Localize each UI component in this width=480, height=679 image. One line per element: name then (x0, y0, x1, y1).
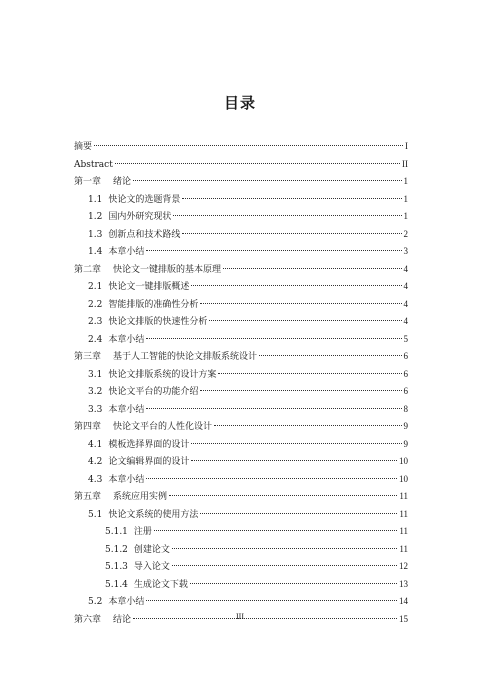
toc-entry-page: 4 (403, 316, 408, 326)
toc-entry-label (88, 314, 207, 332)
toc-entry-text: 快论文一键排版概述 (108, 282, 190, 292)
toc-entry-label (88, 472, 144, 490)
toc-entry-label (88, 227, 180, 245)
toc-entry-label (105, 542, 170, 560)
toc-entry-label (88, 297, 198, 315)
toc-entry-page: 11 (399, 543, 408, 554)
toc-entry-label (74, 489, 167, 507)
toc-entry-page: 2 (403, 228, 408, 239)
table-of-contents (74, 138, 408, 628)
toc-entry-label (88, 402, 144, 420)
toc-entry[interactable] (74, 313, 408, 331)
toc-entry-label (105, 577, 188, 595)
toc-entry-page: 4 (403, 281, 408, 291)
toc-entry-number: 4.1 (88, 439, 103, 450)
toc-entry-page: 11 (399, 526, 408, 536)
toc-entry-number: 1.1 (88, 194, 103, 205)
toc-entry-label (88, 332, 144, 350)
dot-leader (182, 233, 401, 234)
toc-entry[interactable] (74, 243, 408, 261)
toc-entry-page: 1 (403, 193, 408, 204)
dot-leader (146, 478, 397, 479)
toc-entry-label (88, 594, 144, 612)
toc-entry-text: 快论文排版的快速性分析 (108, 317, 208, 327)
toc-entry-number: 3.2 (88, 387, 103, 397)
toc-entry-text: 系统应用实例 (113, 492, 168, 502)
toc-entry-text: 摘要 (74, 142, 93, 152)
toc-entry[interactable] (74, 138, 408, 156)
toc-entry-number: 4.3 (88, 474, 103, 485)
toc-entry-number: 5.1.3 (105, 562, 128, 572)
toc-entry[interactable] (74, 471, 408, 489)
toc-entry-page: 5 (403, 333, 408, 344)
toc-entry-number: 第二章 (74, 264, 102, 275)
dot-leader (154, 530, 397, 531)
toc-entry-number: 第一章 (74, 177, 102, 187)
toc-entry[interactable] (74, 453, 408, 471)
toc-entry-text: 模板选择界面的设计 (108, 439, 190, 450)
toc-entry-text: 创建论文 (133, 544, 170, 555)
dot-leader (191, 460, 397, 461)
toc-entry-label (105, 524, 152, 542)
toc-title: 目录 (223, 94, 256, 112)
dot-leader (191, 285, 401, 286)
toc-entry-page: 1 (403, 176, 408, 186)
toc-entry-text: 快论文系统的使用方法 (108, 509, 199, 520)
toc-entry-number: 1.3 (88, 229, 103, 240)
toc-entry[interactable] (74, 366, 408, 384)
toc-entry-label (74, 157, 113, 175)
toc-entry[interactable] (74, 576, 408, 594)
toc-entry-page: I (405, 141, 408, 151)
toc-entry-page: 3 (403, 246, 408, 256)
toc-entry[interactable] (74, 523, 408, 541)
dot-leader (182, 198, 401, 199)
toc-entry-label (88, 279, 189, 297)
toc-entry-page: 6 (403, 368, 408, 379)
toc-entry-label (88, 384, 198, 402)
page-number-footer: III (236, 612, 244, 621)
toc-entry-text: 本章小结 (108, 474, 145, 485)
dot-leader (259, 355, 401, 356)
toc-entry[interactable] (74, 418, 408, 436)
toc-entry-text: 快论文排版系统的设计方案 (108, 369, 217, 380)
toc-entry[interactable] (74, 261, 408, 279)
toc-entry-text: 基于人工智能的快论文排版系统设计 (113, 352, 258, 362)
toc-entry-text: Abstract (74, 159, 113, 170)
dot-leader (146, 408, 401, 409)
dot-leader (94, 145, 403, 146)
toc-entry-label (105, 559, 170, 577)
toc-entry-page: 10 (399, 473, 408, 484)
toc-entry-text: 本章小结 (108, 334, 145, 345)
toc-entry-page: 12 (399, 561, 408, 571)
toc-entry-text: 结论 (113, 614, 132, 625)
toc-entry-text: 生成论文下载 (133, 579, 188, 590)
toc-entry-page: 9 (403, 438, 408, 449)
dot-leader (169, 495, 397, 496)
toc-entry-page: 4 (403, 263, 408, 274)
toc-entry-page: 4 (403, 298, 408, 309)
toc-entry-number: 第五章 (74, 492, 102, 502)
toc-entry[interactable] (74, 208, 408, 226)
dot-leader (209, 320, 401, 321)
toc-entry[interactable] (74, 541, 408, 559)
dot-leader (172, 565, 397, 566)
dot-leader (218, 373, 401, 374)
toc-entry-text: 快论文平台的人性化设计 (113, 422, 213, 432)
toc-entry-text: 本章小结 (108, 404, 145, 415)
toc-entry[interactable] (74, 331, 408, 349)
dot-leader (172, 548, 397, 549)
toc-entry-page: 11 (399, 508, 408, 519)
toc-entry-label (88, 244, 144, 262)
toc-entry[interactable] (74, 348, 408, 366)
toc-entry-number: 5.1.1 (105, 527, 128, 537)
toc-entry-number: 3.3 (88, 404, 103, 415)
dot-leader (133, 180, 401, 181)
dot-leader (200, 513, 397, 514)
toc-entry-page: 14 (399, 596, 408, 606)
toc-entry-text: 智能排版的准确性分析 (108, 299, 199, 310)
toc-entry-text: 快论文的选题背景 (108, 194, 181, 205)
toc-entry-page: 6 (403, 386, 408, 396)
dot-leader (200, 303, 401, 304)
toc-entry-text: 创新点和技术路线 (108, 229, 181, 240)
toc-entry-label (88, 367, 216, 385)
toc-entry-number: 2.2 (88, 299, 103, 310)
toc-entry[interactable] (74, 558, 408, 576)
toc-entry-label (74, 419, 212, 437)
toc-entry[interactable] (74, 436, 408, 454)
toc-entry-page: 15 (399, 613, 408, 624)
toc-entry-number: 4.2 (88, 457, 103, 467)
toc-entry-text: 国内外研究现状 (108, 212, 172, 222)
toc-entry-label (88, 192, 180, 210)
toc-entry-label (74, 349, 257, 367)
dot-leader (214, 425, 401, 426)
toc-entry[interactable] (74, 278, 408, 296)
toc-entry-number: 5.1.4 (105, 579, 128, 590)
toc-entry-text: 论文编辑界面的设计 (108, 457, 190, 467)
toc-entry-text: 快论文平台的功能介绍 (108, 387, 199, 397)
toc-entry-label (88, 437, 189, 455)
dot-leader (115, 163, 400, 164)
toc-entry-number: 2.1 (88, 282, 103, 292)
toc-entry-page: 1 (403, 211, 408, 221)
dot-leader (146, 338, 401, 339)
toc-entry[interactable] (74, 226, 408, 244)
toc-entry-number: 1.2 (88, 212, 103, 222)
toc-entry[interactable] (74, 593, 408, 611)
toc-entry-number: 3.1 (88, 369, 103, 380)
toc-entry-page: 8 (403, 403, 408, 414)
toc-entry[interactable] (74, 191, 408, 209)
toc-entry-page: 9 (403, 421, 408, 431)
toc-entry-text: 快论文一键排版的基本原理 (113, 264, 222, 275)
toc-entry[interactable] (74, 173, 408, 191)
toc-entry-label (88, 209, 171, 227)
toc-entry[interactable] (74, 401, 408, 419)
toc-entry-text: 导入论文 (133, 562, 170, 572)
toc-entry-label (74, 139, 92, 157)
toc-entry[interactable] (74, 383, 408, 401)
dot-leader (200, 390, 401, 391)
dot-leader (191, 443, 401, 444)
toc-entry-label (88, 507, 198, 525)
toc-entry-page: 6 (403, 351, 408, 361)
dot-leader (190, 583, 397, 584)
toc-entry-page: 11 (399, 491, 408, 501)
toc-entry-number: 1.4 (88, 247, 103, 257)
toc-entry-page: 13 (399, 578, 408, 589)
dot-leader (173, 215, 401, 216)
dot-leader (146, 600, 397, 601)
toc-entry-number: 第三章 (74, 352, 102, 362)
toc-entry-page: 10 (399, 456, 408, 466)
toc-entry-text: 本章小结 (108, 247, 145, 257)
toc-entry-text: 绪论 (113, 177, 132, 187)
toc-entry[interactable] (74, 488, 408, 506)
dot-leader (146, 250, 401, 251)
toc-entry[interactable] (74, 156, 408, 174)
toc-entry-page: II (402, 158, 408, 169)
toc-entry-number: 第六章 (74, 614, 102, 625)
toc-entry[interactable] (74, 506, 408, 524)
toc-entry-label (74, 262, 221, 280)
toc-entry-number: 5.2 (88, 597, 103, 607)
toc-entry-text: 本章小结 (108, 597, 145, 607)
toc-entry-number: 第四章 (74, 422, 102, 432)
toc-entry-number: 5.1.2 (105, 544, 128, 555)
toc-entry[interactable] (74, 296, 408, 314)
toc-entry-number: 2.4 (88, 334, 103, 345)
toc-entry-label (74, 174, 131, 192)
toc-entry-number: 2.3 (88, 317, 103, 327)
toc-entry-number: 5.1 (88, 509, 103, 520)
toc-entry-label (88, 454, 189, 472)
toc-entry-text: 注册 (133, 527, 152, 537)
dot-leader (223, 268, 401, 269)
